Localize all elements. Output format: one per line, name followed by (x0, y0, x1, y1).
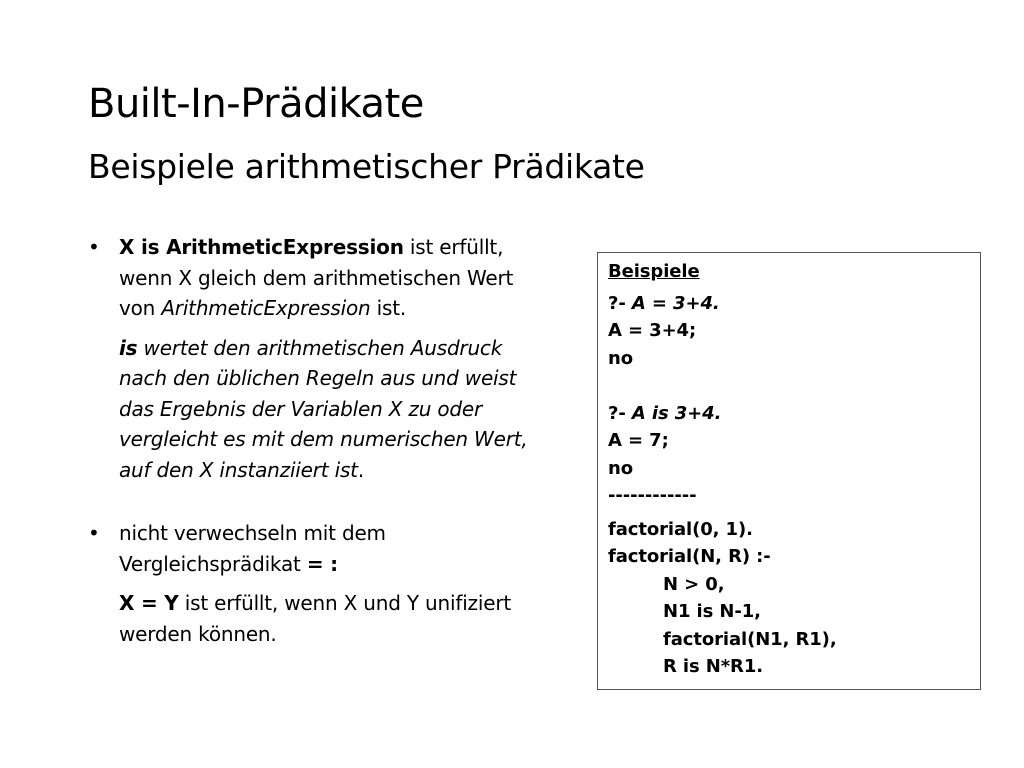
slide-subtitle: Beispiele arithmetischer Prädikate (88, 147, 645, 186)
is-explanation-end: . (357, 457, 364, 482)
bullet-marker: • (88, 521, 100, 545)
query-2-no: no (608, 457, 633, 479)
query-prompt: ?- (608, 402, 632, 424)
query-prompt: ?- (608, 292, 632, 314)
left-column (88, 232, 548, 649)
rule-body-line: N1 is N-1, (663, 601, 761, 622)
is-explanation (88, 333, 548, 486)
rule-body-line: R is N*R1. (663, 656, 763, 677)
unification-text: ist erfüllt, wenn X und Y unifiziert werden können. (119, 591, 511, 646)
slide-title: Built-In-Prädikate (88, 81, 424, 127)
is-predicate-text-end: ist. (370, 296, 407, 320)
arithmetic-expression-term: ArithmeticExpression (161, 296, 371, 320)
bullet-marker: • (88, 235, 100, 259)
separator-line: ------------ (608, 485, 697, 506)
query-goal: A = 3+4. (631, 292, 720, 314)
unification-explanation (88, 588, 548, 649)
is-predicate-text: ist erfüllt, wenn X gleich dem arithmetischen Wert von (119, 235, 514, 320)
is-explanation-text: wertet den arithmetischen Ausdruck nach den üblichen Regeln aus und weist das Ergebnis der Variablen X zu oder vergleicht es mit dem numerischen Wert, auf den X instanziiert ist (119, 335, 528, 482)
rule-body-line: N > 0, (663, 573, 725, 595)
factorial-fact: factorial(0, 1). (608, 518, 753, 540)
bullet-is-predicate (88, 232, 548, 324)
comparison-text: nicht verwechseln mit dem Vergleichsprädikat (119, 521, 386, 576)
is-predicate-term: X is ArithmeticExpression (119, 235, 404, 259)
query-1-answer: A = 3+4; (608, 320, 697, 341)
examples-heading: Beispiele (608, 261, 700, 282)
unification-term: X = Y (119, 591, 179, 615)
query-2-answer: A = 7; (608, 430, 669, 451)
query-goal: A is 3+4. (631, 402, 722, 424)
is-keyword: is (119, 335, 138, 360)
factorial-rule-head: factorial(N, R) :- (608, 546, 771, 567)
query-1 (608, 290, 970, 318)
examples-box (597, 252, 981, 690)
comparison-operator: = : (306, 551, 338, 576)
bullet-comparison (88, 518, 548, 579)
query-2 (608, 400, 970, 428)
rule-body-line: factorial(N1, R1), (663, 628, 837, 650)
query-1-no: no (608, 347, 633, 369)
